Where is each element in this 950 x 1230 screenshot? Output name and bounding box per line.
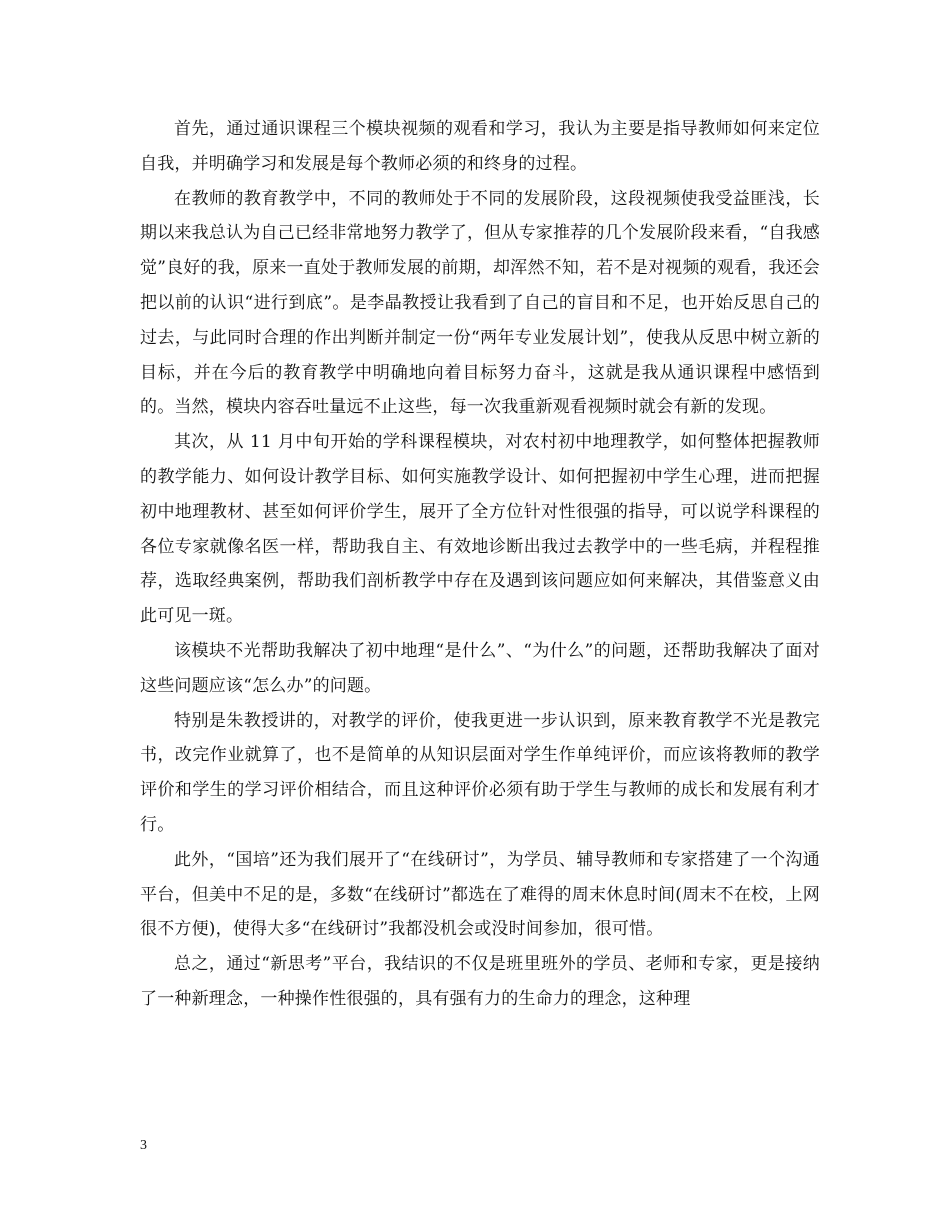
- document-body: [140, 112, 820, 1017]
- paragraph-2: 在教师的教育教学中，不同的教师处于不同的发展阶段，这段视频使我受益匪浅，长期以来我总认为自己已经非常地努力教学了，但从专家推荐的几个发展阶段来看，“自我感觉”良好的我，原来一直处于教师发展的前期，却浑然不知，若不是对视频的观看，我还会把以前的认识“进行到底”。是李晶教授让我看到了自己的盲目和不足，也开始反思自己的过去，与此同时合理的作出判断并制定一份“两年专业发展计划”，使我从反思中树立新的目标，并在今后的教育教学中明确地向着目标努力奋斗，这就是我从通识课程中感悟到的。当然，模块内容吞吐量远不止这些，每一次我重新观看视频时就会有新的发现。: [140, 188, 820, 418]
- paragraph-3: 其次，从 11 月中旬开始的学科课程模块，对农村初中地理教学，如何整体把握教师的教学能力、如何设计教学目标、如何实施教学设计、如何把握初中学生心理，进而把握初中地理教材、甚至如何评价学生，展开了全方位针对性很强的指导，可以说学科课程的各位专家就像名医一样，帮助我自主、有效地诊断出我过去教学中的一些毛病，并程程推荐，选取经典案例，帮助我们剖析教学中存在及遇到该问题应如何来解决，其借鉴意义由此可见一斑。: [140, 432, 820, 627]
- page-number: 3: [140, 1138, 147, 1153]
- paragraph-7: 总之，通过“新思考”平台，我结识的不仅是班里班外的学员、老师和专家，更是接纳了一种新理念，一种操作性很强的，具有强有力的生命力的理念，这种理: [140, 954, 820, 1009]
- paragraph-5: 特别是朱教授讲的，对教学的评价，使我更进一步认识到，原来教育教学不光是教完书，改完作业就算了，也不是简单的从知识层面对学生作单纯评价，而应该将教师的教学评价和学生的学习评价相结合，而且这种评价必须有助于学生与教师的成长和发展有利才行。: [140, 710, 820, 835]
- paragraph-1: 首先，通过通识课程三个模块视频的观看和学习，我认为主要是指导教师如何来定位自我，并明确学习和发展是每个教师必须的和终身的过程。: [140, 119, 820, 174]
- paragraph-4: 该模块不光帮助我解决了初中地理“是什么”、“为什么”的问题，还帮助我解决了面对这些问题应该“怎么办”的问题。: [140, 640, 820, 696]
- paragraph-6: 此外，“国培”还为我们展开了“在线研讨”，为学员、辅导教师和专家搭建了一个沟通平台，但美中不足的是，多数“在线研讨”都选在了难得的周末休息时间(周末不在校，上网很不方便)，使得大多“在线研讨”我都没机会或没时间参加，很可惜。: [140, 849, 820, 940]
